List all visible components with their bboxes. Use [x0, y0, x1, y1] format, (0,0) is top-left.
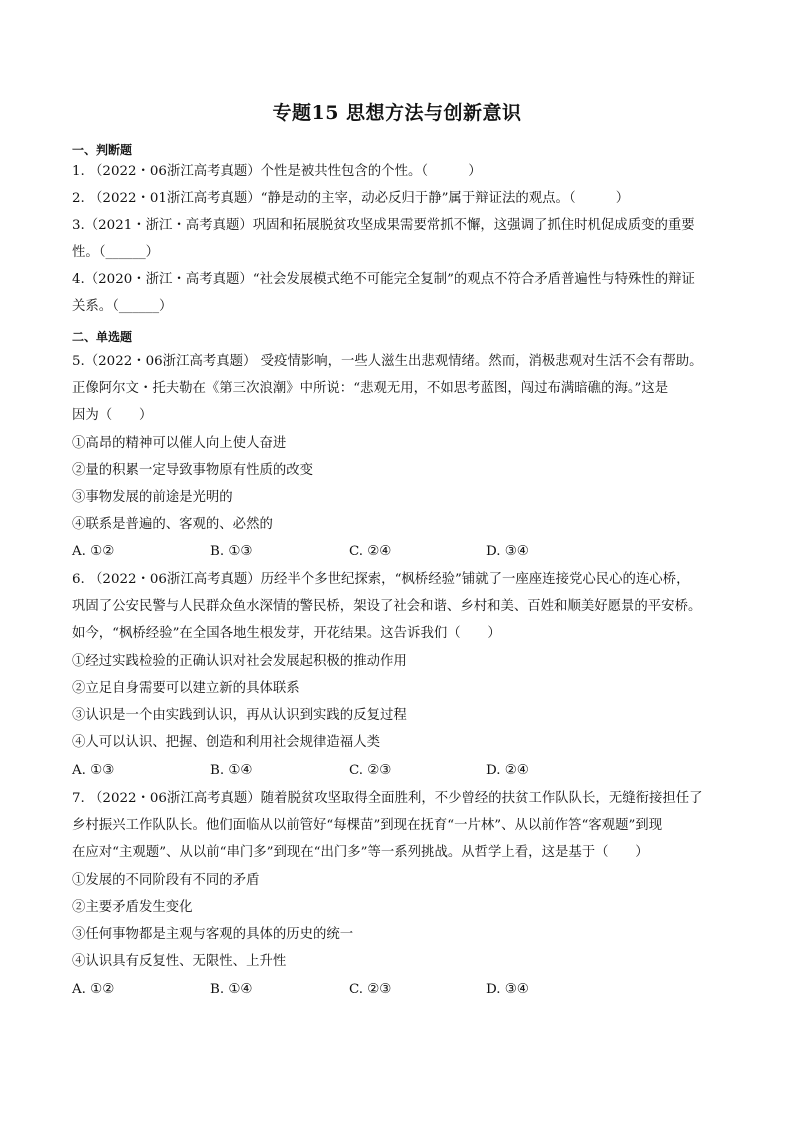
question-7-choice: ④认识具有反复性、无限性、上升性	[72, 954, 287, 969]
judge-line: 性。（______）	[72, 245, 160, 260]
question-5-choice: ②量的积累一定导致事物原有性质的改变	[72, 463, 314, 478]
question-7-line: 乡村振兴工作队队长。他们面临从以前管好“每棵苗”到现在抚育“一片林”、从以前作答“客观题”到现	[72, 818, 663, 833]
question-5-choice: ①高昂的精神可以催人向上使人奋进	[72, 436, 287, 451]
question-5-line: 正像阿尔文・托夫勒在《第三次浪潮》中所说：“悲观无用，不如思考蓝图，闯过布满暗礁的海。”这是	[72, 381, 669, 396]
section-heading-single: 二、单选题	[72, 330, 133, 344]
question-5-option-a: A. ①②	[72, 544, 115, 559]
question-6-choice: ②立足自身需要可以建立新的具体联系	[72, 681, 300, 696]
question-5-option-b: B. ①③	[210, 544, 253, 559]
question-5-line: 5.（2022・06浙江高考真题） 受疫情影响，一些人滋生出悲观情绪。然而，消极悲观对生活不会有帮助。	[72, 354, 703, 369]
question-7-choice: ①发展的不同阶段有不同的矛盾	[72, 873, 260, 888]
question-5-option-d: D. ③④	[486, 544, 529, 559]
question-6-option-a: A. ①③	[72, 763, 115, 778]
judge-line: 关系。（______）	[72, 299, 173, 314]
question-7-choice: ②主要矛盾发生变化	[72, 900, 193, 915]
question-5-choice: ③事物发展的前途是光明的	[72, 490, 233, 505]
page-title: 专题15 思想方法与创新意识	[272, 102, 522, 124]
question-6-line: 如今，“枫桥经验”在全国各地生根发芽，开花结果。这告诉我们（ ）	[72, 626, 501, 641]
question-6-choice: ③认识是一个由实践到认识，再从认识到实践的反复过程	[72, 708, 407, 723]
question-7-choice: ③任何事物都是主观与客观的具体的历史的统一	[72, 927, 354, 942]
question-5-line: 因为（ ）	[72, 408, 153, 423]
question-7-option-d: D. ③④	[486, 982, 529, 997]
question-7-line: 7. （2022・06浙江高考真题）随着脱贫攻坚取得全面胜利，不少曾经的扶贫工作队队长，无缝衔接担任了	[72, 791, 703, 806]
judge-line: 2. （2022・01浙江高考真题）“静是动的主宰，动必反归于静”属于辩证法的观点。（ ）	[72, 191, 630, 206]
question-6-choice: ①经过实践检验的正确认识对社会发展起积极的推动作用	[72, 654, 407, 669]
question-6-line: 巩固了公安民警与人民群众鱼水深情的警民桥，架设了社会和谐、乡村和美、百姓和顺美好愿景的平安桥。	[72, 599, 702, 614]
question-6-choice: ④人可以认识、把握、创造和利用社会规律造福人类	[72, 735, 380, 750]
question-7-option-b: B. ①④	[210, 982, 253, 997]
question-7-option-a: A. ①②	[72, 982, 115, 997]
question-6-option-b: B. ①④	[210, 763, 253, 778]
question-7-option-c: C. ②③	[349, 982, 392, 997]
judge-line: 3.（2021・浙江・高考真题）巩固和拓展脱贫攻坚成果需要常抓不懈，这强调了抓住时机促成质变的重要	[72, 218, 695, 233]
question-6-option-d: D. ②④	[486, 763, 529, 778]
question-5-option-c: C. ②④	[349, 544, 392, 559]
judge-line: 1. （2022・06浙江高考真题）个性是被共性包含的个性。（ ）	[72, 164, 482, 179]
question-6-option-c: C. ②③	[349, 763, 392, 778]
question-7-line: 在应对“主观题”、从以前“串门多”到现在“出门多”等一系列挑战。从哲学上看，这是基于（ ）	[72, 845, 649, 860]
judge-line: 4.（2020・浙江・高考真题）“社会发展模式绝不可能完全复制”的观点不符合矛盾普遍性与特殊性的辩证	[72, 272, 695, 287]
section-heading-judge: 一、判断题	[72, 143, 133, 157]
question-6-line: 6. （2022・06浙江高考真题）历经半个多世纪探索，“枫桥经验”铺就了一座座连接党心民心的连心桥，	[72, 572, 690, 587]
question-5-choice: ④联系是普遍的、客观的、必然的	[72, 517, 273, 532]
